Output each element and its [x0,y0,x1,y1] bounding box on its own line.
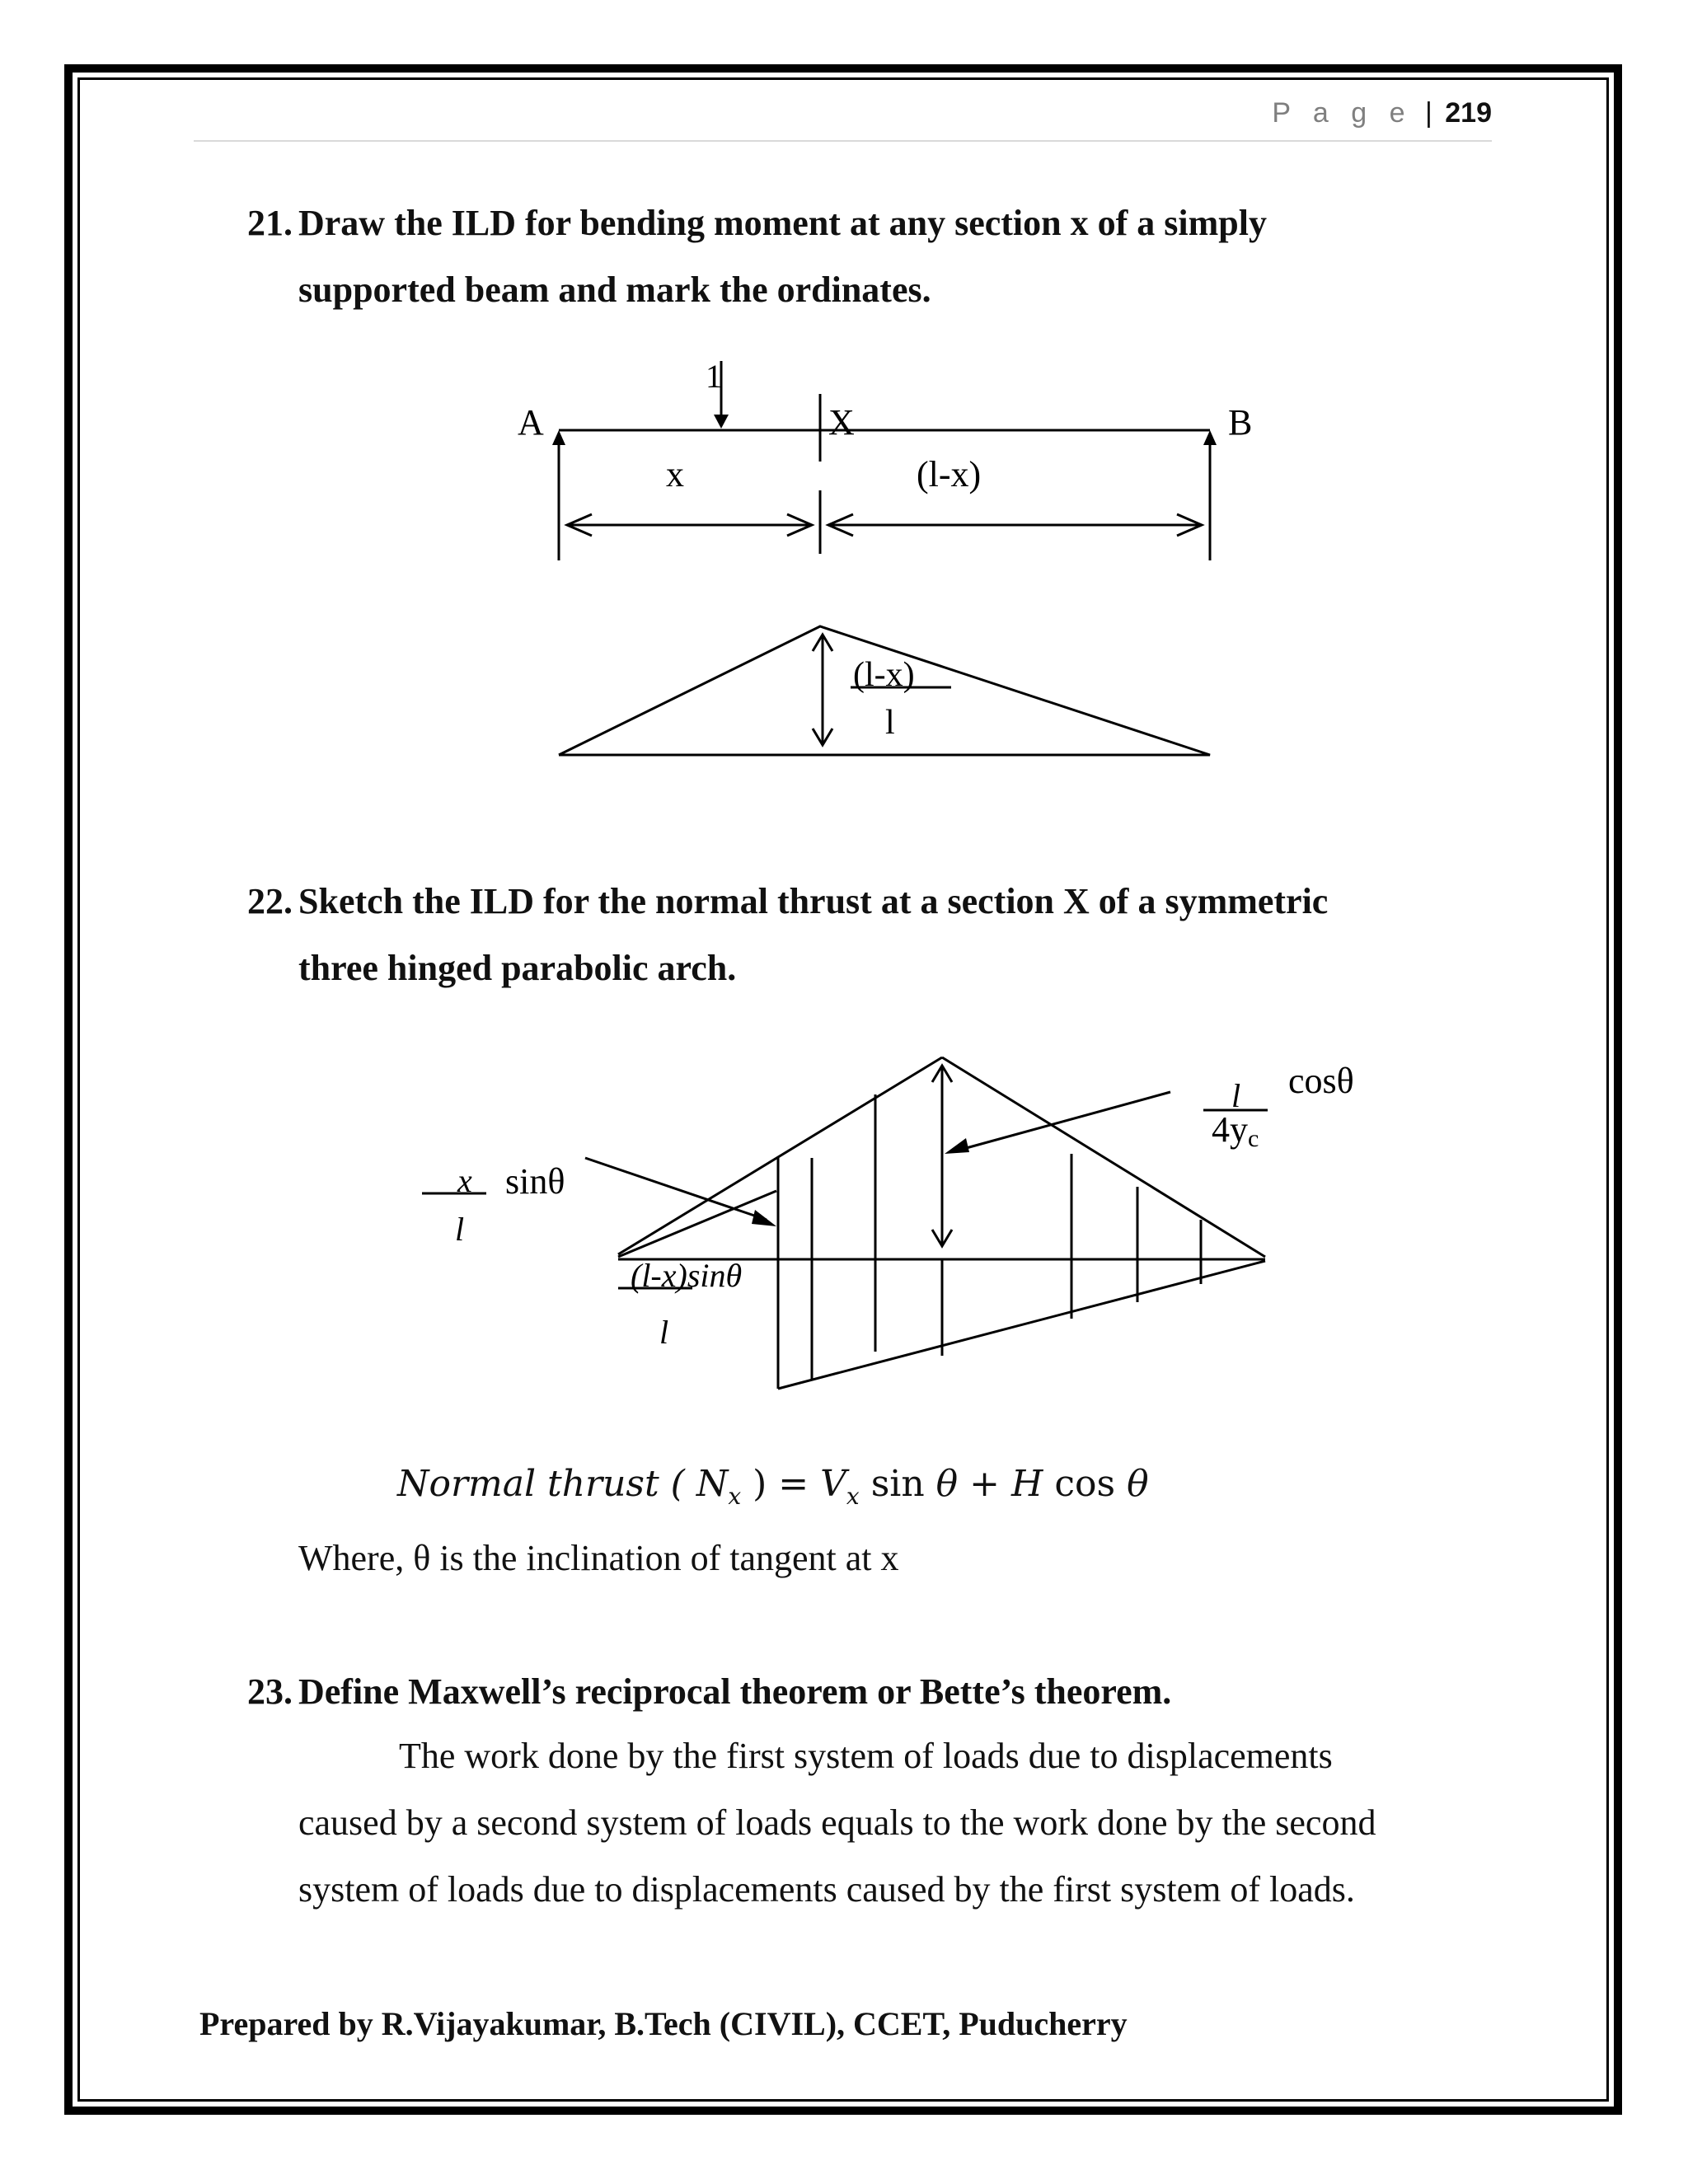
page-number: 219 [1445,97,1492,129]
bottom-ordinate-numerator: (l-x)sinθ [631,1257,743,1294]
question-number: 21. [247,203,293,243]
answer-line1-text: The work done by the first system of loads due to displacements [399,1736,1333,1776]
figure-beam-ild [0,0,1688,824]
question-text-line1: Draw the ILD for bending moment at any section x of a simply [298,203,1267,243]
page-footer: Prepared by R.Vijayakumar, B.Tech (CIVIL), CCET, Puducherry [199,2005,1128,2042]
answer-23 [298,1722,1469,1923]
formula-eq: ) = [741,1463,821,1505]
normal-thrust-formula [397,1463,1149,1510]
left-ordinate-trig: sinθ [505,1161,565,1202]
right-den-main: 4y [1212,1109,1248,1150]
right-ordinate-numerator: l [1231,1077,1241,1114]
figure-arch-thrust-ild [0,989,1688,1418]
bottom-ordinate-denominator: l [659,1314,669,1351]
page-label: P a g e [1272,97,1413,129]
where-text: Where, θ is the inclination of tangent at x [298,1538,899,1578]
question-text-line2: supported beam and mark the ordinates. [298,269,931,310]
formula-label: Normal thrust ( [397,1463,696,1505]
formula-v-sub: x [846,1482,860,1510]
right-den-sub: c [1248,1125,1259,1152]
formula-n: N [696,1463,729,1505]
ordinate-denominator: l [885,704,895,742]
question-text-line1: Sketch the ILD for the normal thrust at a section X of a symmetric [298,881,1329,921]
formula-theta2: θ [1127,1463,1149,1505]
dim-right-label: (l-x) [917,454,982,494]
formula-v: V [820,1463,846,1505]
formula-theta1: θ [935,1463,959,1505]
left-ordinate-numerator: x [457,1162,472,1199]
left-ordinate-denominator: l [455,1211,465,1248]
formula-n-sub: x [728,1482,742,1510]
section-x-label: X [828,402,855,443]
load-label: 1 [706,358,722,395]
answer-line2: caused by a second system of loads equals to the work done by the second [298,1802,1376,1843]
support-b-label: B [1228,402,1253,443]
answer-line3: system of loads due to displacements caused by the first system of loads. [298,1869,1355,1910]
dim-left-label: x [666,454,684,494]
formula-plus: + [958,1463,1012,1505]
question-number: 22. [247,881,293,921]
answer-line1 [298,1722,1469,1789]
question-number: 23. [247,1671,293,1712]
question-22 [247,868,1484,1001]
question-23 [247,1658,1484,1725]
formula-sin: sin [859,1463,936,1505]
right-ordinate-trig: cosθ [1288,1061,1354,1101]
question-text-line1: Define Maxwell’s reciprocal theorem or Bette’s theorem. [298,1671,1172,1712]
page-separator: | [1424,97,1432,129]
question-text-line2: three hinged parabolic arch. [298,948,737,988]
support-a-label: A [518,402,544,443]
ordinate-numerator: (l-x) [853,656,915,694]
right-ordinate-denominator [1212,1109,1259,1152]
formula-cos: cos [1043,1463,1128,1505]
formula-h: H [1011,1463,1043,1505]
